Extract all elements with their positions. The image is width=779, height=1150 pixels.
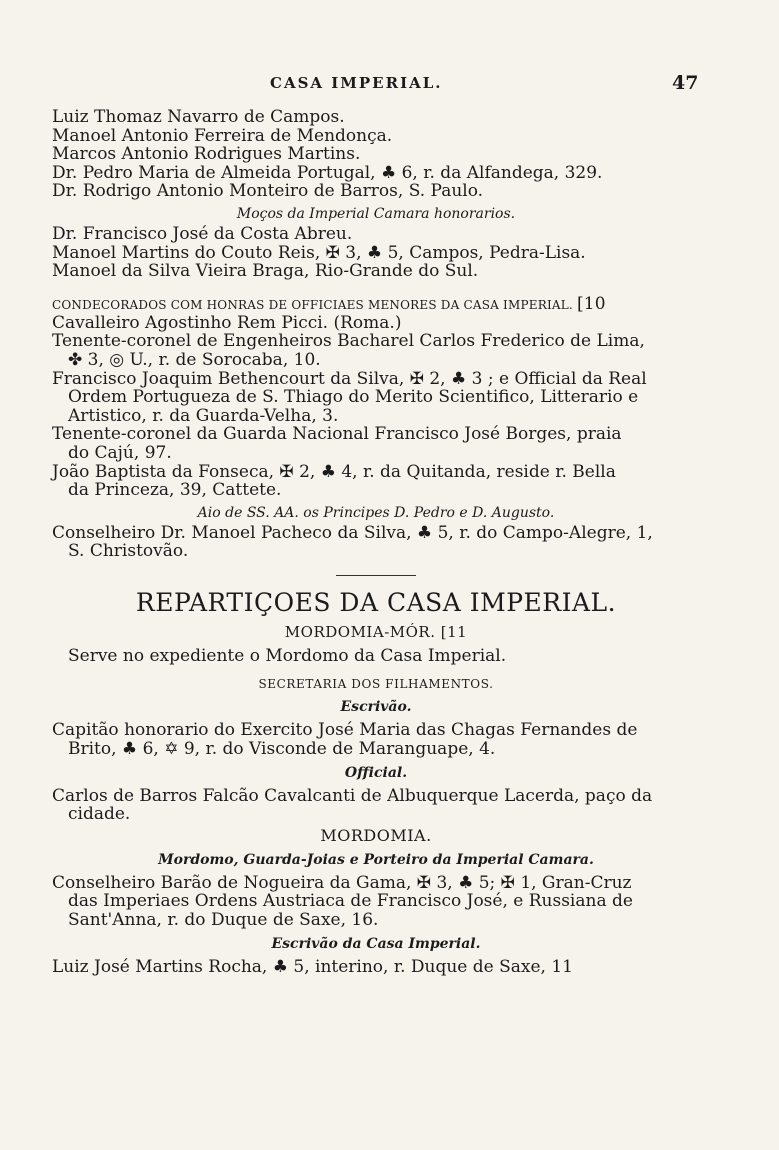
text-line: das Imperiaes Ordens Austriaca de Francisco José, e Russiana de — [68, 891, 633, 912]
page-number: 47 — [672, 72, 699, 94]
secretaria-heading: SECRETARIA DOS FILHAMENTOS. — [258, 677, 494, 692]
heading-condecorados — [52, 295, 700, 314]
text-line: cidade. — [68, 804, 131, 825]
mordomia-mor-heading: MORDOMIA-MÓR. [11 — [284, 622, 468, 641]
mordomo-heading: Mordomo, Guarda-Joias e Porteiro da Imperial Camara. — [158, 851, 594, 868]
official-heading: Official. — [344, 764, 408, 781]
text-line: Dr. Pedro Maria de Almeida Portugal, ♣ 6, r. da Alfandega, 329. — [52, 162, 603, 183]
list-e — [52, 721, 700, 758]
text-line: S. Christovão. — [68, 541, 189, 562]
text-line: Tenente-coronel da Guarda Nacional Francisco José Borges, praia — [52, 424, 622, 445]
list-d — [52, 524, 700, 561]
list-g — [52, 874, 700, 930]
text-line: Cavalleiro Agostinho Rem Picci. (Roma.) — [52, 312, 402, 333]
text-line: Marcos Antonio Rodrigues Martins. — [52, 144, 361, 165]
list-c — [52, 314, 700, 500]
list-a — [52, 108, 700, 201]
heading-mocos: Moços da Imperial Camara honorarios. — [236, 205, 516, 222]
list-h — [52, 958, 700, 977]
text-line: Capitão honorario do Exercito José Maria das Chagas Fernandes de — [52, 720, 638, 741]
serve-line: Serve no expediente o Mordomo da Casa Imperial. — [68, 645, 507, 666]
heading-condecorados-text: CONDECORADOS COM HONRAS DE OFFICIAES MENORES DA CASA IMPERIAL. — [52, 297, 573, 312]
text-line: Francisco Joaquim Bethencourt da Silva, ✠ 2, ♣ 3 ; e Official da Real — [52, 368, 647, 389]
text-line: Conselheiro Barão de Nogueira da Gama, ✠ 3, ♣ 5; ✠ 1, Gran-Cruz — [52, 872, 632, 893]
section-title: REPARTIÇOES DA CASA IMPERIAL. — [135, 587, 617, 617]
text-line: Luiz José Martins Rocha, ♣ 5, interino, r. Duque de Saxe, 11 — [52, 956, 573, 977]
text-line: Ordem Portugueza de S. Thiago do Merito Scientifico, Litterario e — [68, 387, 639, 408]
text-line: Manoel da Silva Vieira Braga, Rio-Grande do Sul. — [52, 261, 479, 282]
escrivao-casa-heading: Escrivão da Casa Imperial. — [271, 935, 481, 952]
text-line: Sant'Anna, r. do Duque de Saxe, 16. — [68, 910, 379, 931]
text-line: Manoel Martins do Couto Reis, ✠ 3, ♣ 5, Campos, Pedra-Lisa. — [52, 242, 586, 263]
header-title: CASA IMPERIAL. — [270, 74, 443, 92]
text-line: Brito, ♣ 6, ✡ 9, r. do Visconde de Maranguape, 4. — [68, 739, 496, 760]
running-header — [0, 74, 779, 98]
text-line: Artistico, r. da Guarda-Velha, 3. — [68, 405, 339, 426]
text-line: da Princeza, 39, Cattete. — [68, 480, 282, 501]
text-line: Dr. Francisco José da Costa Abreu. — [52, 223, 353, 244]
text-line: Carlos de Barros Falcão Cavalcanti de Albuquerque Lacerda, paço da — [52, 785, 653, 806]
text-line: Luiz Thomaz Navarro de Campos. — [52, 107, 345, 127]
list-b — [52, 225, 700, 281]
text-line: Manoel Antonio Ferreira de Mendonça. — [52, 125, 393, 146]
mordomia-heading: MORDOMIA. — [320, 825, 432, 845]
section-divider — [336, 575, 416, 576]
heading-aio: Aio de SS. AA. os Principes D. Pedro e D. Augusto. — [197, 504, 555, 521]
escrivao-heading: Escrivão. — [340, 699, 412, 716]
text-line: do Cajú, 97. — [68, 442, 172, 463]
text-line: Conselheiro Dr. Manoel Pacheco da Silva, ♣ 5, r. do Campo-Alegre, 1, — [52, 522, 653, 543]
text-line: Dr. Rodrigo Antonio Monteiro de Barros, S. Paulo. — [52, 181, 484, 202]
text-line: ✤ 3, ◎ U., r. de Sorocaba, 10. — [68, 349, 321, 370]
text-line: João Baptista da Fonseca, ✠ 2, ♣ 4, r. da Quitanda, reside r. Bella — [52, 461, 616, 482]
page-body — [52, 108, 700, 976]
heading-condecorados-ref: [10 — [576, 293, 606, 314]
text-line: Tenente-coronel de Engenheiros Bacharel Carlos Frederico de Lima, — [52, 331, 645, 352]
list-f — [52, 787, 700, 824]
